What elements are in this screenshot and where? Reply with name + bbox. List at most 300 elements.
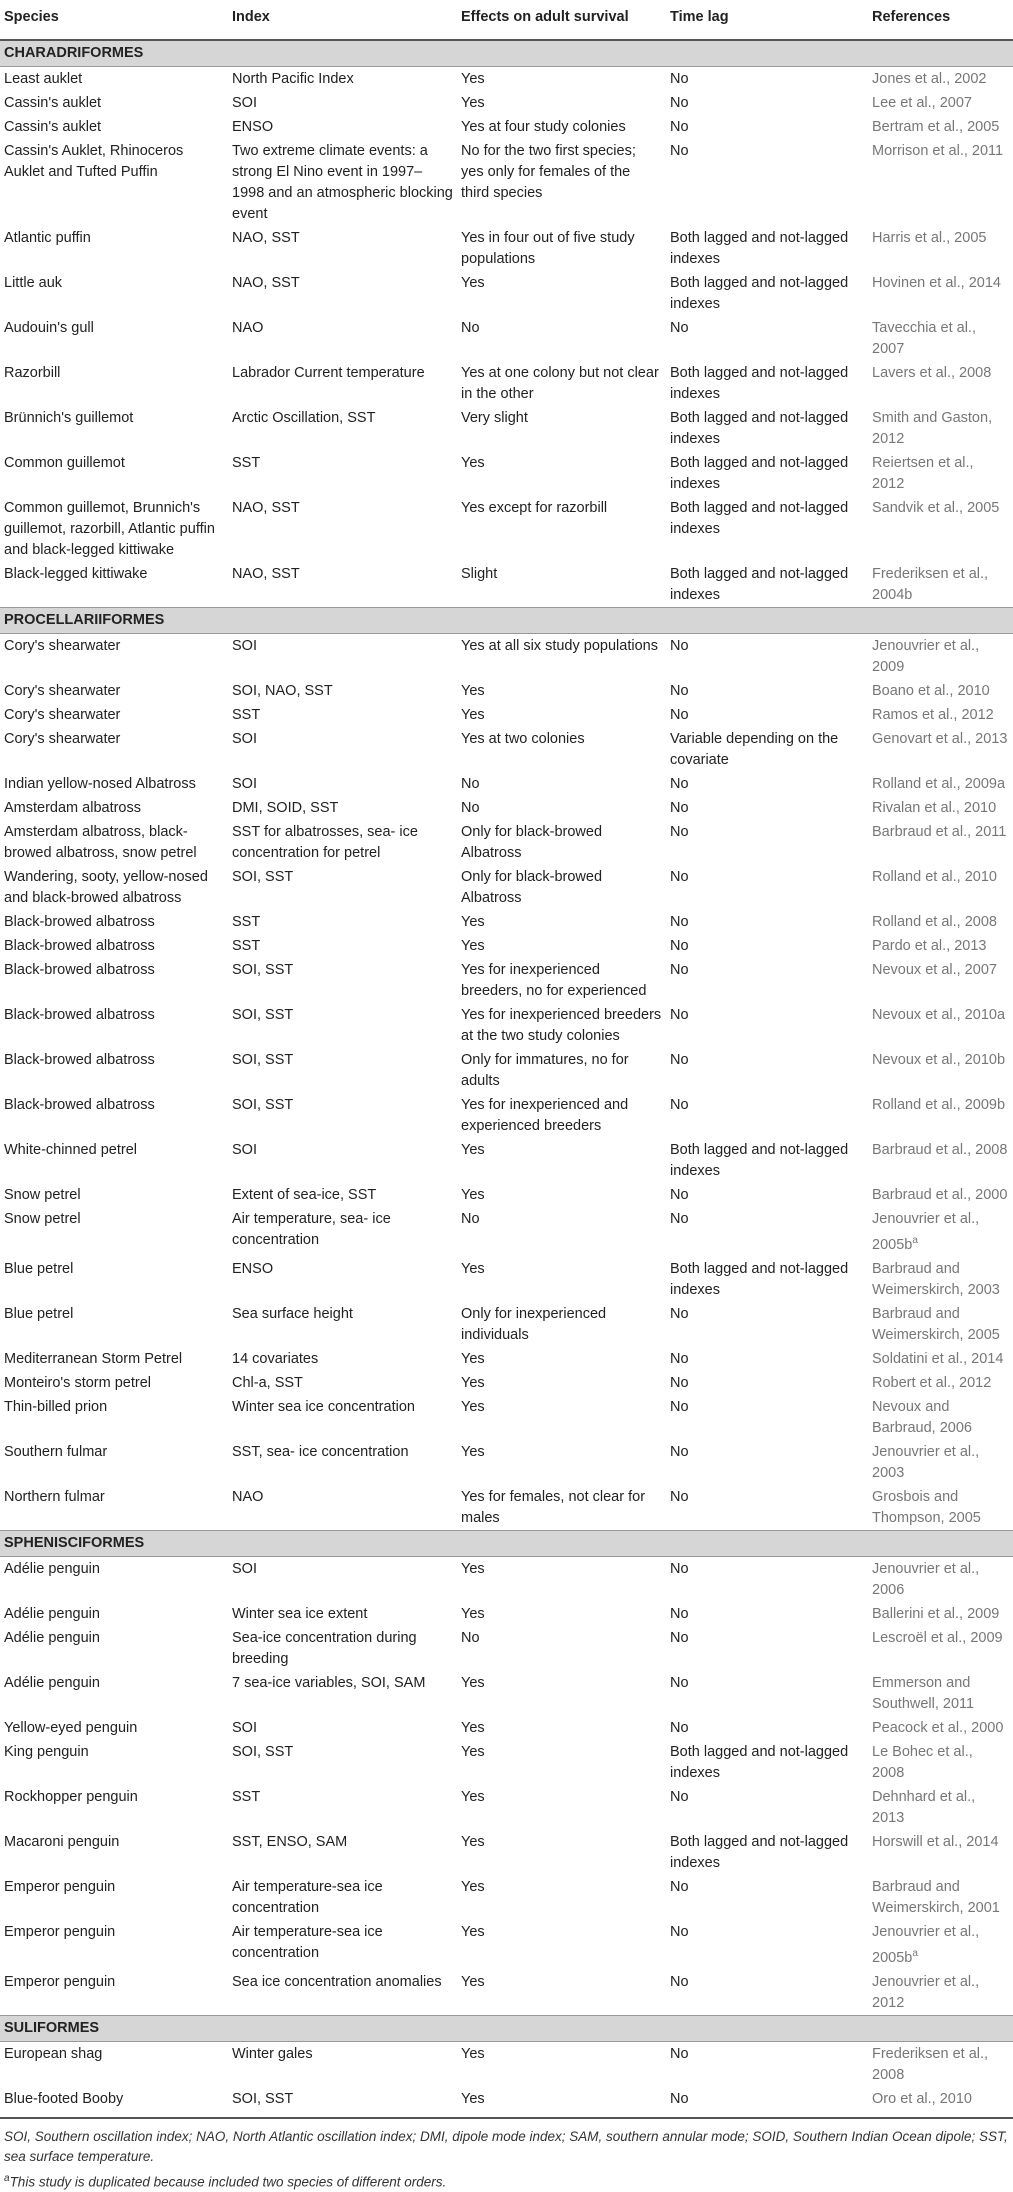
cell-time-lag-text: No — [670, 824, 689, 840]
cell-time-lag — [666, 1257, 868, 1302]
cell-index-text: SST — [232, 914, 261, 930]
cell-species — [0, 1716, 228, 1740]
cell-reference — [868, 1716, 1013, 1740]
cell-reference — [868, 1048, 1013, 1093]
cell-species-text: Black-browed albatross — [4, 962, 155, 978]
cell-species — [0, 1970, 228, 2016]
cell-index-text: DMI, SOID, SST — [232, 800, 339, 816]
cell-reference — [868, 1785, 1013, 1830]
table-row — [0, 2041, 1013, 2087]
cell-reference-text: Barbraud et al., 2008 — [872, 1142, 1008, 1158]
cell-index-text: NAO, SST — [232, 275, 300, 291]
cell-index-text: SOI, SST — [232, 962, 294, 978]
cell-reference — [868, 820, 1013, 865]
cell-species — [0, 2041, 228, 2087]
cell-index-text: SST, ENSO, SAM — [232, 1833, 348, 1850]
cell-time-lag-text: No — [670, 683, 689, 699]
cell-index — [228, 1830, 457, 1875]
cell-time-lag-text: Variable depending on the covariate — [670, 731, 839, 768]
cell-species-text: Northern fulmar — [4, 1488, 105, 1505]
cell-time-lag — [666, 139, 868, 226]
cell-time-lag-text: No — [670, 1211, 689, 1227]
cell-reference-text: Jenouvrier et al., 2009 — [872, 638, 980, 675]
cell-effect — [457, 634, 666, 680]
cell-time-lag-text: No — [670, 2090, 689, 2107]
cell-species-text: Adélie penguin — [4, 1560, 100, 1577]
cell-index-text: ENSO — [232, 119, 274, 135]
cell-effect — [457, 772, 666, 796]
cell-index-text: Chl-a, SST — [232, 1374, 303, 1391]
cell-effect — [457, 1347, 666, 1371]
cell-time-lag — [666, 1302, 868, 1347]
cell-time-lag — [666, 226, 868, 271]
cell-index-text: Winter gales — [232, 2045, 313, 2062]
cell-time-lag-text: No — [670, 1398, 689, 1415]
cell-index — [228, 1257, 457, 1302]
table-row — [0, 1347, 1013, 1371]
cell-effect-text: Yes — [461, 1674, 485, 1691]
cell-species-text: Blue-footed Booby — [4, 2090, 124, 2107]
cell-species-text: Yellow-eyed penguin — [4, 1719, 138, 1736]
cell-reference — [868, 1207, 1013, 1257]
cell-species — [0, 1207, 228, 1257]
cell-reference — [868, 2041, 1013, 2087]
cell-time-lag-text: No — [670, 776, 689, 792]
cell-index — [228, 820, 457, 865]
cell-index — [228, 1920, 457, 1970]
cell-index-text: Winter sea ice extent — [232, 1605, 368, 1622]
cell-species-text: Brünnich's guillemot — [4, 410, 134, 426]
cell-effect — [457, 703, 666, 727]
cell-index-text: NAO — [232, 320, 264, 336]
footnote-ref-mark: a — [912, 1235, 918, 1246]
cell-species — [0, 496, 228, 562]
header-time-lag: Time lag — [666, 0, 868, 40]
cell-effect — [457, 67, 666, 92]
cell-species — [0, 1740, 228, 1785]
cell-species-text: Black-browed albatross — [4, 1052, 155, 1068]
cell-effect — [457, 865, 666, 910]
cell-species-text: Black-browed albatross — [4, 914, 155, 930]
cell-reference — [868, 934, 1013, 958]
cell-species-text: European shag — [4, 2045, 103, 2062]
table-row — [0, 1602, 1013, 1626]
cell-time-lag-text: Both lagged and not-lagged indexes — [670, 275, 849, 312]
cell-time-lag-text: Both lagged and not-lagged indexes — [670, 1260, 849, 1298]
cell-reference — [868, 1970, 1013, 2016]
table-row — [0, 1440, 1013, 1485]
cell-effect-text: Yes — [461, 1833, 485, 1850]
cell-species — [0, 562, 228, 608]
cell-reference-text: Nevoux et al., 2007 — [872, 962, 997, 978]
table-row — [0, 1485, 1013, 1531]
cell-index — [228, 226, 457, 271]
cell-species-text: Cory's shearwater — [4, 707, 121, 723]
cell-time-lag — [666, 1138, 868, 1183]
cell-time-lag — [666, 934, 868, 958]
cell-index-text: Air temperature-sea ice concentration — [232, 1923, 383, 1961]
cell-time-lag-text: No — [670, 1187, 689, 1203]
table-row — [0, 361, 1013, 406]
cell-time-lag-text: No — [670, 95, 689, 111]
cell-reference-text: Boano et al., 2010 — [872, 683, 990, 699]
abbreviations-note: SOI, Southern oscillation index; NAO, North Atlantic oscillation index; DMI, dipole mode index; SAM, southern annular mode; SOID, Southern Indian Ocean dipole; SST, sea surface temperature. — [4, 2128, 1008, 2164]
cell-effect — [457, 1183, 666, 1207]
cell-time-lag — [666, 2041, 868, 2087]
cell-reference-text: Ramos et al., 2012 — [872, 707, 994, 723]
table-row — [0, 934, 1013, 958]
cell-effect — [457, 958, 666, 1003]
cell-reference-text: Barbraud and Weimerskirch, 2003 — [872, 1260, 1000, 1298]
cell-reference — [868, 1183, 1013, 1207]
cell-reference-text: Genovart et al., 2013 — [872, 731, 1008, 747]
cell-index — [228, 772, 457, 796]
cell-reference-text: Barbraud and Weimerskirch, 2005 — [872, 1305, 1000, 1343]
cell-effect-text: Yes — [461, 455, 485, 471]
cell-species-text: Amsterdam albatross, black-browed albatross, snow petrel — [4, 824, 197, 861]
cell-species — [0, 1371, 228, 1395]
cell-effect-text: Yes — [461, 2090, 485, 2107]
table-row — [0, 1048, 1013, 1093]
cell-reference — [868, 910, 1013, 934]
cell-time-lag — [666, 1875, 868, 1920]
cell-effect — [457, 361, 666, 406]
cell-species — [0, 796, 228, 820]
cell-time-lag-text: No — [670, 914, 689, 930]
table-row — [0, 727, 1013, 772]
cell-species-text: Little auk — [4, 275, 63, 291]
cell-effect — [457, 1556, 666, 1602]
cell-reference — [868, 679, 1013, 703]
cell-reference-text: Barbraud et al., 2011 — [872, 824, 1007, 840]
cell-effect — [457, 115, 666, 139]
group-row — [0, 1530, 1013, 1556]
cell-effect — [457, 562, 666, 608]
cell-reference — [868, 1371, 1013, 1395]
cell-time-lag — [666, 865, 868, 910]
cell-index — [228, 727, 457, 772]
cell-species-text: Black-browed albatross — [4, 1097, 155, 1113]
table-row — [0, 1395, 1013, 1440]
cell-time-lag-text: No — [670, 1052, 689, 1068]
cell-index-text: Arctic Oscillation, SST — [232, 410, 376, 426]
cell-reference-text: Tavecchia et al., 2007 — [872, 320, 976, 357]
cell-index — [228, 2041, 457, 2087]
cell-time-lag-text: No — [670, 1629, 689, 1646]
cell-index — [228, 1371, 457, 1395]
cell-effect-text: Yes — [461, 1443, 485, 1460]
cell-species-text: Cassin's auklet — [4, 119, 102, 135]
cell-reference — [868, 271, 1013, 316]
cell-reference-text: Smith and Gaston, 2012 — [872, 410, 993, 447]
cell-index-text: SST — [232, 938, 261, 954]
cell-time-lag — [666, 1440, 868, 1485]
cell-time-lag — [666, 406, 868, 451]
cell-species — [0, 226, 228, 271]
footnote-ref-mark: a — [912, 1947, 918, 1959]
cell-reference — [868, 1830, 1013, 1875]
cell-species — [0, 1048, 228, 1093]
table-row — [0, 634, 1013, 680]
cell-effect-text: Yes — [461, 1374, 485, 1391]
cell-effect-text: Yes except for razorbill — [461, 500, 608, 516]
cell-effect-text: Yes at all six study populations — [461, 638, 658, 654]
cell-time-lag-text: No — [670, 1674, 689, 1691]
cell-species — [0, 1093, 228, 1138]
cell-effect-text: No — [461, 776, 480, 792]
cell-species-text: Emperor penguin — [4, 1973, 116, 1990]
cell-species-text: Cassin's Auklet, Rhinoceros Auklet and Tufted Puffin — [4, 143, 184, 180]
cell-time-lag-text: No — [670, 1097, 689, 1113]
cell-index-text: ENSO — [232, 1260, 274, 1277]
cell-time-lag — [666, 1093, 868, 1138]
cell-reference — [868, 496, 1013, 562]
cell-index-text: SOI, SST — [232, 2090, 294, 2107]
cell-index-text: SOI — [232, 638, 257, 654]
cell-time-lag — [666, 727, 868, 772]
cell-index — [228, 271, 457, 316]
cell-index — [228, 1740, 457, 1785]
cell-time-lag — [666, 451, 868, 496]
cell-species — [0, 316, 228, 361]
cell-species-text: King penguin — [4, 1743, 89, 1760]
cell-effect-text: Yes — [461, 71, 485, 87]
cell-index — [228, 2087, 457, 2111]
cell-species — [0, 703, 228, 727]
cell-index — [228, 1093, 457, 1138]
cell-index — [228, 1785, 457, 1830]
cell-index-text: Sea-ice concentration during breeding — [232, 1629, 417, 1667]
cell-reference — [868, 2087, 1013, 2111]
table-row — [0, 796, 1013, 820]
cell-time-lag-text: No — [670, 1973, 689, 1990]
table-row — [0, 139, 1013, 226]
cell-effect — [457, 316, 666, 361]
cell-time-lag — [666, 796, 868, 820]
cell-effect — [457, 1626, 666, 1671]
table-row — [0, 1785, 1013, 1830]
table-row — [0, 1970, 1013, 2016]
cell-effect — [457, 1785, 666, 1830]
cell-species-text: Wandering, sooty, yellow-nosed and black-browed albatross — [4, 869, 208, 906]
cell-effect — [457, 1003, 666, 1048]
cell-species — [0, 1920, 228, 1970]
cell-index — [228, 139, 457, 226]
cell-reference — [868, 1138, 1013, 1183]
group-title: PROCELLARIIFORMES — [0, 608, 1013, 634]
cell-species-text: Adélie penguin — [4, 1605, 100, 1622]
cell-time-lag — [666, 1395, 868, 1440]
cell-species — [0, 820, 228, 865]
cell-index — [228, 451, 457, 496]
cell-reference-text: Pardo et al., 2013 — [872, 938, 987, 954]
cell-species-text: Black-browed albatross — [4, 1007, 155, 1023]
cell-index — [228, 406, 457, 451]
cell-index-text: SST — [232, 455, 261, 471]
cell-effect — [457, 1440, 666, 1485]
cell-effect-text: No — [461, 1211, 480, 1227]
cell-species-text: Black-legged kittiwake — [4, 566, 148, 582]
cell-species-text: Rockhopper penguin — [4, 1788, 138, 1805]
cell-effect-text: Yes — [461, 683, 485, 699]
cell-time-lag — [666, 361, 868, 406]
cell-time-lag-text: Both lagged and not-lagged indexes — [670, 410, 849, 447]
cell-reference-text: Nevoux and Barbraud, 2006 — [872, 1398, 972, 1436]
cell-effect-text: Yes — [461, 938, 485, 954]
cell-reference-text: Le Bohec et al., 2008 — [872, 1743, 973, 1781]
cell-species — [0, 361, 228, 406]
cell-time-lag — [666, 1920, 868, 1970]
cell-time-lag-text: No — [670, 119, 689, 135]
cell-effect-text: Yes — [461, 1560, 485, 1577]
cell-index-text: SOI — [232, 1719, 257, 1736]
cell-index — [228, 1671, 457, 1716]
cell-time-lag — [666, 1602, 868, 1626]
table-row — [0, 910, 1013, 934]
cell-time-lag-text: No — [670, 1605, 689, 1622]
table-row — [0, 1183, 1013, 1207]
table-row — [0, 316, 1013, 361]
cell-index — [228, 1347, 457, 1371]
cell-index — [228, 1048, 457, 1093]
table-row — [0, 271, 1013, 316]
cell-time-lag-text: No — [670, 1560, 689, 1577]
cell-species — [0, 865, 228, 910]
cell-time-lag — [666, 1556, 868, 1602]
cell-effect-text: Yes for inexperienced breeders at the two study colonies — [461, 1007, 662, 1044]
cell-species — [0, 1183, 228, 1207]
cell-index-text: Two extreme climate events: a strong El Nino event in 1997–1998 and an atmospheric blocking event — [232, 143, 453, 222]
cell-reference — [868, 562, 1013, 608]
footnote-text: This study is duplicated because included two species of different orders. — [9, 2174, 447, 2190]
table-row — [0, 1138, 1013, 1183]
cell-index-text: SOI — [232, 1560, 257, 1577]
cell-time-lag-text: Both lagged and not-lagged indexes — [670, 365, 849, 402]
cell-effect-text: Yes — [461, 707, 485, 723]
cell-time-lag-text: Both lagged and not-lagged indexes — [670, 1833, 849, 1871]
cell-reference-text: Horswill et al., 2014 — [872, 1833, 999, 1850]
cell-time-lag-text: No — [670, 320, 689, 336]
cell-effect — [457, 796, 666, 820]
cell-index-text: SST — [232, 1788, 261, 1805]
cell-time-lag-text: Both lagged and not-lagged indexes — [670, 1743, 849, 1781]
cell-reference — [868, 91, 1013, 115]
cell-time-lag-text: No — [670, 1788, 689, 1805]
cell-index — [228, 1138, 457, 1183]
cell-species-text: Thin-billed prion — [4, 1398, 108, 1415]
cell-species-text: Macaroni penguin — [4, 1833, 120, 1850]
cell-index-text: SST for albatrosses, sea- ice concentration for petrel — [232, 824, 418, 861]
cell-reference-text: Peacock et al., 2000 — [872, 1719, 1004, 1736]
cell-index-text: NAO, SST — [232, 230, 300, 246]
cell-effect-text: Yes — [461, 1142, 485, 1158]
cell-time-lag — [666, 2087, 868, 2111]
cell-reference-text: Oro et al., 2010 — [872, 2090, 972, 2107]
cell-reference — [868, 1440, 1013, 1485]
cell-reference-text: Barbraud et al., 2000 — [872, 1187, 1008, 1203]
cell-reference-text: Rolland et al., 2010 — [872, 869, 997, 885]
cell-index-text: SOI, SST — [232, 1097, 294, 1113]
cell-effect — [457, 1093, 666, 1138]
cell-species-text: Emperor penguin — [4, 1878, 116, 1895]
cell-species-text: Atlantic puffin — [4, 230, 91, 246]
cell-species-text: Cory's shearwater — [4, 638, 121, 654]
table-row — [0, 1257, 1013, 1302]
cell-time-lag — [666, 910, 868, 934]
cell-effect-text: Only for black-browed Albatross — [461, 869, 603, 906]
cell-effect-text: Only for black-browed Albatross — [461, 824, 603, 861]
cell-index-text: SOI — [232, 776, 257, 792]
cell-effect — [457, 1138, 666, 1183]
cell-species — [0, 1257, 228, 1302]
cell-time-lag-text: No — [670, 2045, 689, 2062]
cell-time-lag — [666, 1347, 868, 1371]
cell-time-lag-text: No — [670, 638, 689, 654]
cell-reference — [868, 958, 1013, 1003]
cell-effect — [457, 271, 666, 316]
cell-effect — [457, 820, 666, 865]
cell-time-lag — [666, 562, 868, 608]
cell-reference — [868, 1003, 1013, 1048]
cell-species — [0, 727, 228, 772]
cell-reference — [868, 115, 1013, 139]
cell-time-lag-text: No — [670, 1374, 689, 1391]
table-row — [0, 958, 1013, 1003]
group-title: SPHENISCIFORMES — [0, 1530, 1013, 1556]
table-notes — [0, 2117, 1013, 2192]
cell-reference-text: Nevoux et al., 2010b — [872, 1052, 1006, 1068]
table-row — [0, 562, 1013, 608]
footnote — [4, 2169, 1009, 2192]
cell-time-lag-text: No — [670, 962, 689, 978]
cell-species — [0, 1395, 228, 1440]
cell-index-text: Air temperature, sea- ice concentration — [232, 1211, 391, 1248]
cell-time-lag-text: Both lagged and not-lagged indexes — [670, 566, 849, 603]
cell-time-lag — [666, 1716, 868, 1740]
cell-time-lag — [666, 1048, 868, 1093]
cell-reference — [868, 1485, 1013, 1531]
cell-index-text: SOI, SST — [232, 869, 294, 885]
cell-species — [0, 679, 228, 703]
table-row — [0, 1875, 1013, 1920]
cell-reference — [868, 1093, 1013, 1138]
cell-effect-text: Only for inexperienced individuals — [461, 1305, 607, 1343]
table-row — [0, 67, 1013, 92]
cell-time-lag — [666, 1671, 868, 1716]
cell-effect — [457, 1875, 666, 1920]
cell-time-lag — [666, 316, 868, 361]
cell-species-text: Common guillemot — [4, 455, 125, 471]
cell-species — [0, 67, 228, 92]
cell-species-text: Mediterranean Storm Petrel — [4, 1350, 183, 1367]
cell-species-text: Southern fulmar — [4, 1443, 108, 1460]
cell-reference-text: Frederiksen et al., 2004b — [872, 566, 989, 603]
cell-reference-text: Rolland et al., 2009b — [872, 1097, 1006, 1113]
cell-species — [0, 934, 228, 958]
cell-time-lag-text: No — [670, 1719, 689, 1736]
cell-species-text: Least auklet — [4, 71, 83, 87]
cell-effect-text: Yes at two colonies — [461, 731, 585, 747]
cell-time-lag — [666, 703, 868, 727]
cell-time-lag — [666, 1785, 868, 1830]
cell-species — [0, 1875, 228, 1920]
cell-time-lag — [666, 91, 868, 115]
cell-reference-text: Robert et al., 2012 — [872, 1374, 992, 1391]
cell-reference-text: Sandvik et al., 2005 — [872, 500, 1000, 516]
cell-index-text: SOI — [232, 1142, 257, 1158]
cell-reference — [868, 139, 1013, 226]
cell-time-lag-text: Both lagged and not-lagged indexes — [670, 1142, 849, 1179]
